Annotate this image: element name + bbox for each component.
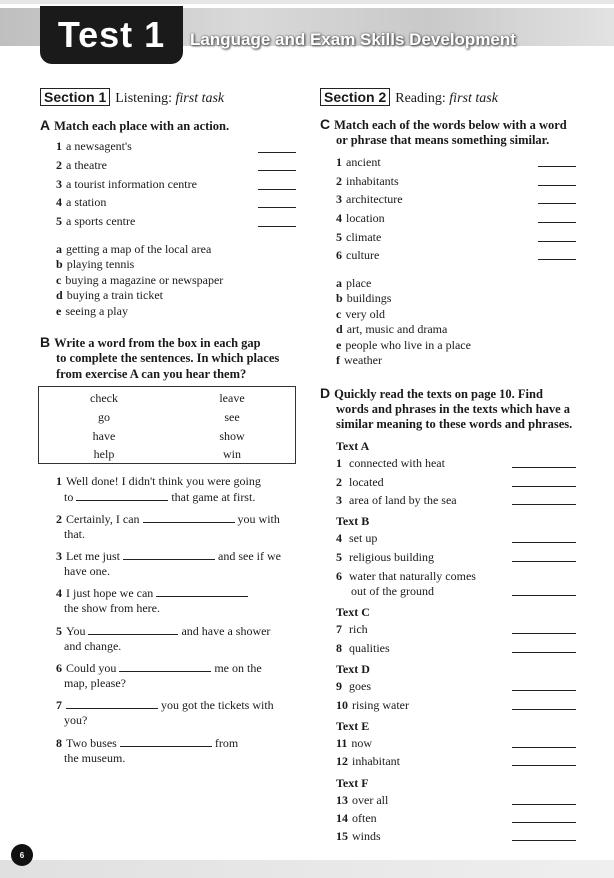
answer-blank[interactable] [512, 822, 576, 823]
exB-sentence-5: 5 You and have a shower [56, 624, 271, 638]
exB-sentence-5-line2: and change. [64, 639, 122, 653]
exercise-b-heading-line2: to complete the sentences. In which places [56, 351, 280, 365]
text-e-label: Text E [336, 719, 370, 733]
word-box-item: win [223, 447, 241, 461]
word-box-item: show [219, 429, 245, 443]
exB-sentence-4-line2: the show from here. [64, 601, 160, 615]
exC-meaning-d: d art, music and drama [336, 322, 448, 336]
answer-blank[interactable] [512, 690, 576, 691]
word-box-item: help [93, 447, 115, 461]
exC-meaning-a: a place [336, 276, 372, 290]
exA-action-c: c buying a magazine or newspaper [56, 273, 224, 287]
answer-blank[interactable] [120, 736, 212, 747]
exB-sentence-4: 4 I just hope we can [56, 586, 248, 601]
answer-blank[interactable] [88, 624, 178, 635]
text-d-label: Text D [336, 662, 370, 676]
exD-item-3: 3 area of land by the sea [336, 493, 457, 507]
answer-blank[interactable] [512, 652, 576, 653]
exD-item-6: 6 water that naturally comes [336, 569, 476, 583]
exD-item-12: 12 inhabitant [336, 754, 400, 768]
exD-item-4: 4 set up [336, 531, 378, 545]
exD-item-15: 15 winds [336, 829, 381, 843]
exB-sentence-6-line2: map, please? [64, 676, 126, 690]
exB-sentence-3: 3 Let me just and see if we [56, 549, 281, 563]
answer-blank[interactable] [258, 152, 296, 153]
exB-sentence-2: 2 Certainly, I can you with [56, 512, 280, 526]
answer-blank[interactable] [76, 490, 168, 501]
exercise-d-heading-line2: words and phrases in the texts which have a [336, 402, 571, 416]
exC-word-4: 4 location [336, 211, 385, 225]
section-1-header [40, 88, 224, 107]
exC-meaning-e: e people who live in a place [336, 338, 471, 352]
answer-blank[interactable] [538, 222, 576, 223]
top-rule [0, 0, 614, 4]
answer-blank[interactable] [538, 241, 576, 242]
text-f-label: Text F [336, 776, 369, 790]
answer-blank[interactable] [512, 504, 576, 505]
answer-blank[interactable] [258, 170, 296, 171]
word-box-item: check [90, 391, 118, 405]
exD-item-13: 13 over all [336, 793, 389, 807]
answer-blank[interactable] [156, 586, 248, 597]
exC-word-2: 2 inhabitants [336, 174, 399, 188]
exD-item-8: 8 qualities [336, 641, 390, 655]
exB-sentence-8-line2: the museum. [64, 751, 126, 765]
exA-place-4: 4 a station [56, 195, 107, 209]
answer-blank[interactable] [66, 698, 158, 709]
answer-blank[interactable] [512, 765, 576, 766]
section-1-tag: Section 1 [40, 88, 110, 106]
answer-blank[interactable] [258, 207, 296, 208]
answer-blank[interactable] [512, 804, 576, 805]
footer-band [0, 860, 614, 878]
page-subtitle: Language and Exam Skills Development [190, 30, 516, 49]
answer-blank[interactable] [143, 512, 235, 523]
answer-blank[interactable] [512, 561, 576, 562]
exD-item-5: 5 religious building [336, 550, 434, 564]
exB-sentence-7: 7 you got the tickets with [56, 698, 274, 712]
exA-place-1: 1 a newsagent's [56, 139, 132, 153]
exD-item-1: 1 connected with heat [336, 456, 445, 470]
answer-blank[interactable] [512, 595, 576, 596]
exD-item-2: 2 located [336, 475, 384, 489]
exD-item-6-line2: out of the ground [351, 584, 434, 598]
answer-blank[interactable] [512, 467, 576, 468]
text-c-label: Text C [336, 605, 370, 619]
text-b-label: Text B [336, 514, 370, 528]
section-2-skill: Reading: [395, 91, 446, 106]
section-1-task: first task [175, 91, 225, 106]
exC-meaning-f: f weather [336, 353, 382, 367]
exercise-d-heading: D Quickly read the texts on page 10. Find [320, 385, 543, 401]
exD-item-11: 11 now [336, 736, 373, 750]
word-box-item: have [92, 429, 116, 443]
exC-meaning-c: c very old [336, 307, 385, 321]
exD-item-7: 7 rich [336, 622, 368, 636]
answer-blank[interactable] [512, 840, 576, 841]
exercise-b-heading-line3: from exercise A can you hear them? [56, 367, 247, 381]
answer-blank[interactable] [258, 189, 296, 190]
exB-sentence-3-line2: have one. [64, 564, 110, 578]
exD-item-10: 10 rising water [336, 698, 409, 712]
answer-blank[interactable] [538, 166, 576, 167]
exB-sentence-7-line2: you? [64, 713, 88, 727]
exB-sentence-1-line2: to that game at first. [64, 490, 256, 504]
test-title: Test 1 [40, 6, 183, 64]
exD-item-14: 14 often [336, 811, 377, 825]
exC-meaning-b: b buildings [336, 291, 392, 305]
answer-blank[interactable] [512, 747, 576, 748]
answer-blank[interactable] [512, 486, 576, 487]
answer-blank[interactable] [538, 203, 576, 204]
answer-blank[interactable] [123, 549, 215, 560]
section-2-header [320, 88, 498, 107]
exercise-b-heading: B Write a word from the box in each gap [40, 334, 261, 350]
exB-sentence-8: 8 Two buses from [56, 736, 239, 750]
exercise-d-heading-line3: similar meaning to these words and phrases. [336, 417, 573, 431]
answer-blank[interactable] [512, 633, 576, 634]
exC-word-1: 1 ancient [336, 155, 381, 169]
answer-blank[interactable] [512, 542, 576, 543]
answer-blank[interactable] [538, 259, 576, 260]
exA-action-d: d buying a train ticket [56, 288, 163, 302]
exA-place-2: 2 a theatre [56, 158, 107, 172]
word-box-item: see [224, 410, 240, 424]
exC-word-5: 5 climate [336, 230, 382, 244]
exA-action-a: a getting a map of the local area [56, 242, 212, 256]
exB-sentence-2-line2: that. [64, 527, 85, 541]
word-box-item: leave [219, 391, 245, 405]
answer-blank[interactable] [119, 661, 211, 672]
answer-blank[interactable] [538, 185, 576, 186]
exA-place-5: 5 a sports centre [56, 214, 136, 228]
answer-blank[interactable] [258, 226, 296, 227]
exercise-a-heading: A Match each place with an action. [40, 117, 230, 133]
section-2-tag: Section 2 [320, 88, 390, 106]
page-number: 6 [11, 844, 33, 866]
exercise-c-heading-line2: or phrase that means something similar. [336, 133, 550, 147]
word-box-item: go [98, 410, 110, 424]
answer-blank[interactable] [512, 709, 576, 710]
exercise-c-heading: C Match each of the words below with a word [320, 116, 567, 132]
exC-word-6: 6 culture [336, 248, 380, 262]
exD-item-9: 9 goes [336, 679, 371, 693]
exA-place-3: 3 a tourist information centre [56, 177, 197, 191]
text-a-label: Text A [336, 439, 370, 453]
section-1-skill: Listening: [115, 91, 173, 106]
exC-word-3: 3 architecture [336, 192, 403, 206]
exA-action-e: e seeing a play [56, 304, 128, 318]
word-box [38, 386, 296, 464]
exA-action-b: b playing tennis [56, 257, 135, 271]
exB-sentence-1: 1 Well done! I didn't think you were going [56, 474, 261, 488]
exB-sentence-6: 6 Could you me on the [56, 661, 262, 675]
section-2-task: first task [449, 91, 498, 106]
